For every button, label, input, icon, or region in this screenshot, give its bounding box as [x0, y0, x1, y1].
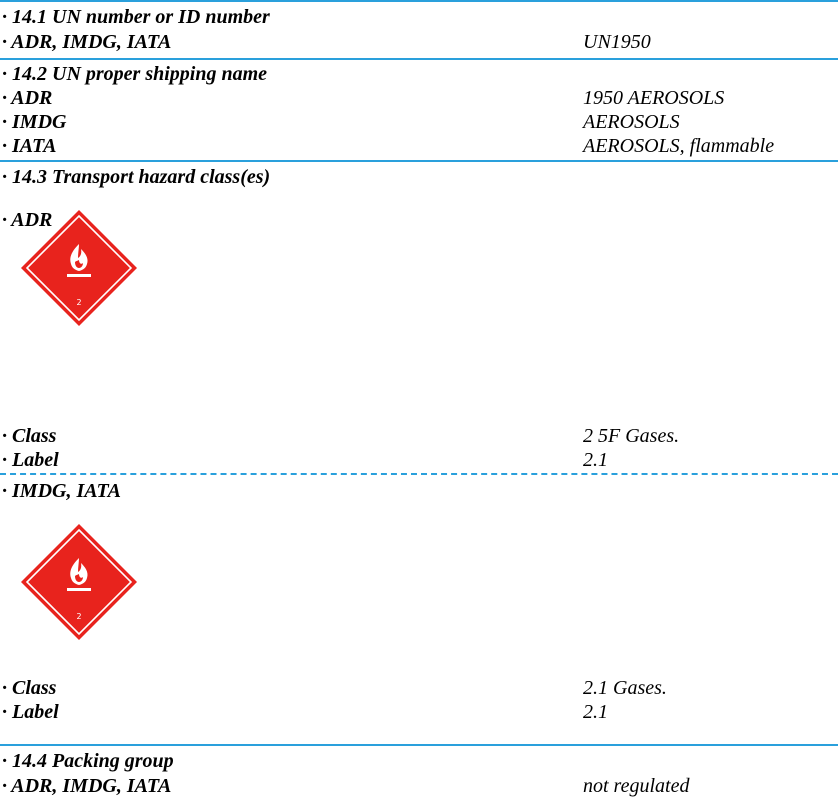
- row-value: AEROSOLS: [583, 111, 680, 133]
- row-label: · Class: [2, 677, 57, 699]
- section-14-1: [0, 5, 838, 29]
- row-label: · ADR, IMDG, IATA: [2, 31, 172, 53]
- section-divider: [0, 744, 838, 746]
- section-14-2-heading: · 14.2 UN proper shipping name: [2, 63, 268, 85]
- table-row: [0, 700, 838, 724]
- flammable-gas-placard-icon: [19, 208, 139, 328]
- row-value: AEROSOLS, flammable: [583, 135, 775, 157]
- row-value: 2.1 Gases.: [583, 677, 667, 699]
- adr-heading: · ADR: [2, 209, 53, 231]
- section-divider: [0, 58, 838, 60]
- table-row: [0, 424, 838, 448]
- section-14-4-heading: · 14.4 Packing group: [2, 750, 174, 772]
- placard-class-number: 2: [76, 298, 82, 307]
- row-label: · IMDG: [2, 111, 67, 133]
- table-row: [0, 774, 838, 798]
- row-label: · Label: [2, 449, 59, 471]
- row-value: 1950 AEROSOLS: [583, 87, 725, 109]
- row-label: · ADR, IMDG, IATA: [2, 775, 172, 797]
- row-value: not regulated: [583, 775, 690, 797]
- placard-class-number: 2: [76, 612, 82, 621]
- table-row: [0, 134, 838, 158]
- imdg-iata-subheading: [0, 479, 838, 503]
- table-row: [0, 448, 838, 472]
- section-14-3-heading: · 14.3 Transport hazard class(es): [2, 166, 271, 188]
- row-label: · Label: [2, 701, 59, 723]
- row-value: 2.1: [583, 449, 608, 471]
- section-14-3: [0, 165, 838, 189]
- section-14-2: [0, 62, 838, 86]
- imdg-iata-heading: · IMDG, IATA: [2, 480, 121, 502]
- section-divider: [0, 160, 838, 162]
- row-value: 2 5F Gases.: [583, 425, 680, 447]
- subsection-divider: [0, 473, 838, 475]
- row-label: · Class: [2, 425, 57, 447]
- section-14-1-heading: · 14.1 UN number or ID number: [2, 6, 270, 28]
- row-label: · IATA: [2, 135, 57, 157]
- row-value: UN1950: [583, 31, 651, 53]
- row-label: · ADR: [2, 87, 53, 109]
- section-divider: [0, 0, 838, 2]
- row-value: 2.1: [583, 701, 608, 723]
- flammable-gas-placard-icon: [19, 522, 139, 642]
- table-row: [0, 110, 838, 134]
- table-row: [0, 30, 838, 54]
- section-14-4: [0, 749, 838, 773]
- table-row: [0, 86, 838, 110]
- table-row: [0, 676, 838, 700]
